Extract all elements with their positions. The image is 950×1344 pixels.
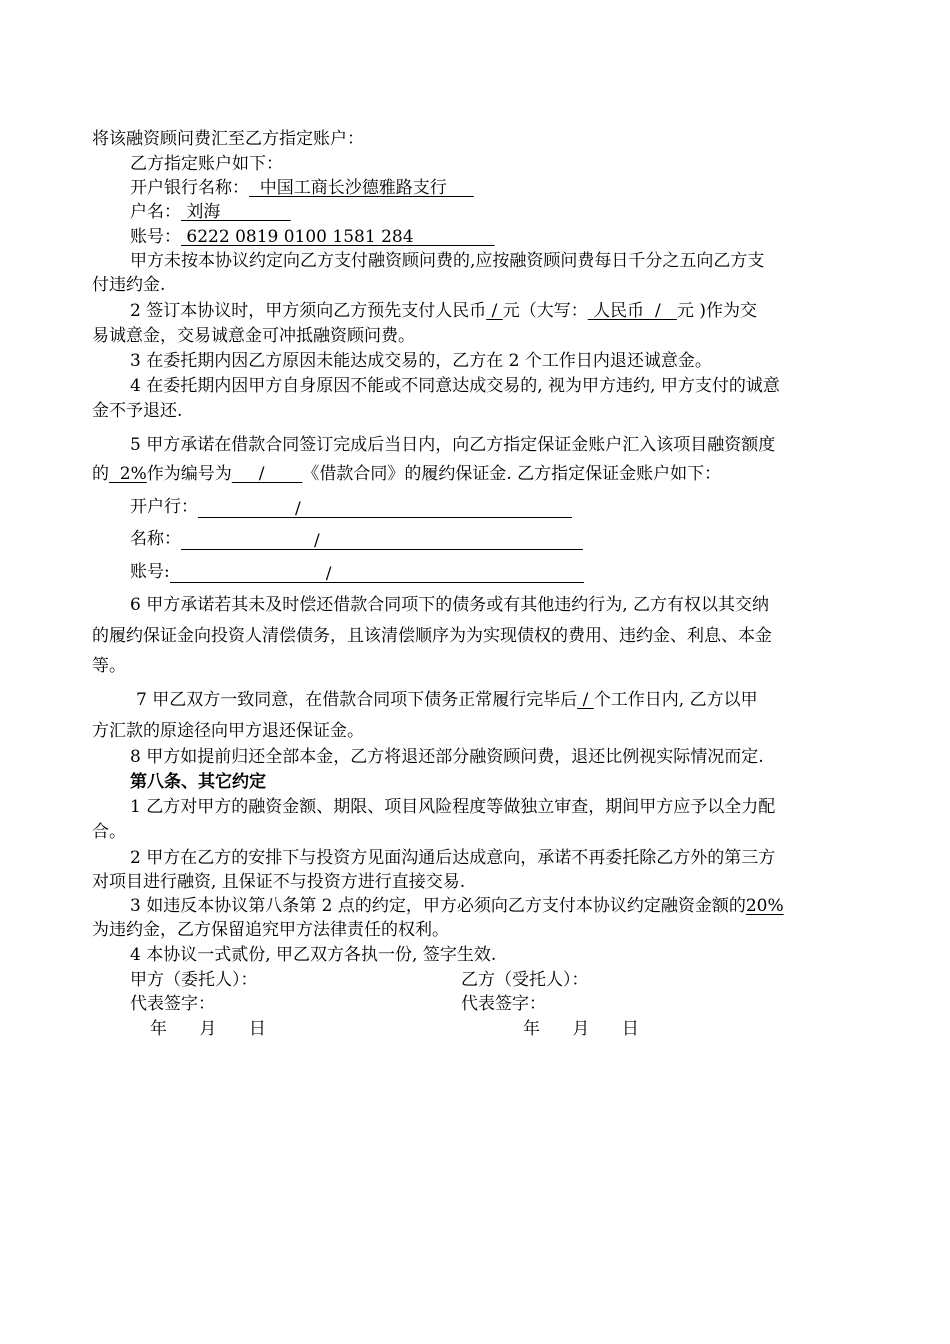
deposit-name-label: 名称： bbox=[130, 529, 181, 549]
text-line: 合。 bbox=[92, 822, 126, 842]
text-line: 方汇款的原途径向甲方退还保证金。 bbox=[92, 721, 364, 741]
account-holder-line bbox=[130, 201, 862, 223]
text-line: 8 甲方如提前归还全部本金，乙方将退还部分融资顾问费，退还比例视实际情况而定. bbox=[130, 747, 764, 767]
text-line: 乙方指定账户如下： bbox=[130, 154, 283, 174]
text-line: 金不予退还. bbox=[92, 401, 183, 421]
party-b-signature-label: 代表签字： bbox=[461, 994, 546, 1014]
deposit-bank-blank bbox=[198, 499, 572, 518]
account-number-line bbox=[130, 226, 862, 248]
text-span: 元（大写： bbox=[502, 301, 588, 321]
text-span: 的 bbox=[92, 464, 109, 484]
text-line: 4 本协议一式贰份, 甲乙双方各执一份, 签字生效. bbox=[130, 945, 497, 965]
text-line: 为违约金，乙方保留追究甲方法律责任的权利。 bbox=[92, 920, 449, 940]
party-a-date: 年 月 日 bbox=[150, 1019, 266, 1039]
text-line: 5 甲方承诺在借款合同签订完成后当日内，向乙方指定保证金账户汇入该项目融资额度 bbox=[130, 435, 776, 455]
text-line: 付违约金. bbox=[92, 275, 166, 295]
party-a-signature-label: 代表签字： bbox=[130, 994, 215, 1014]
repayment-clause-line bbox=[136, 689, 862, 711]
party-a-label: 甲方（委托人）： bbox=[130, 970, 258, 990]
deposit-bank-label: 开户行： bbox=[130, 497, 198, 517]
text-span: 2 签订本协议时，甲方须向乙方预先支付人民币 bbox=[130, 301, 487, 321]
deposit-name-line bbox=[130, 528, 862, 550]
text-line: 1 乙方对甲方的融资金额、期限、项目风险程度等做独立审查，期间甲方应予以全力配 bbox=[130, 797, 776, 817]
text-line: 2 甲方在乙方的安排下与投资方见面沟通后达成意向，承诺不再委托除乙方外的第三方 bbox=[130, 848, 776, 868]
slash-mark: / bbox=[295, 499, 301, 519]
account-holder-value: 刘海 bbox=[181, 202, 291, 222]
penalty-percentage: 20% bbox=[745, 896, 784, 916]
amount-blank: / bbox=[486, 301, 503, 321]
text-line: 3 在委托期内因乙方原因未能达成交易的，乙方在 2 个工作日内退还诚意金。 bbox=[130, 351, 712, 371]
section-heading: 第八条、其它约定 bbox=[130, 772, 266, 792]
text-span: 元 )作为交 bbox=[676, 301, 757, 321]
text-line: 4 在委托期内因甲方自身原因不能或不同意达成交易的, 视为甲方违约, 甲方支付的诚意 bbox=[130, 376, 780, 396]
slash-mark: / bbox=[325, 564, 332, 584]
guarantee-clause-line bbox=[92, 463, 862, 485]
text-span: 7 甲乙双方一致同意，在借款合同项下债务正常履行完毕后 bbox=[136, 690, 578, 710]
deposit-account-label: 账号: bbox=[130, 562, 170, 582]
party-b-label: 乙方（受托人）： bbox=[461, 970, 589, 990]
deposit-name-blank bbox=[181, 531, 583, 550]
text-line: 6 甲方承诺若其未及时偿还借款合同项下的债务或有其他违约行为, 乙方有权以其交纳 bbox=[130, 595, 770, 615]
account-number-value: 6222 0819 0100 1581 284 bbox=[181, 227, 495, 247]
text-line: 的履约保证金向投资人清偿债务，且该清偿顺序为为实现债权的费用、违约金、利息、本金 bbox=[92, 626, 772, 646]
penalty-clause-line bbox=[130, 895, 862, 917]
slash-mark: / bbox=[314, 531, 320, 551]
text-line: 易诚意金，交易诚意金可冲抵融资顾问费。 bbox=[92, 326, 415, 346]
bank-name-line bbox=[130, 177, 862, 199]
text-span: 3 如违反本协议第八条第 2 点的约定，甲方必须向乙方支付本协议约定融资金额的 bbox=[130, 896, 746, 916]
deposit-account-line bbox=[130, 561, 862, 583]
text-span: 个工作日内, 乙方以甲 bbox=[593, 690, 758, 710]
text-line: 等。 bbox=[92, 656, 126, 676]
bank-name-label: 开户银行名称： bbox=[130, 178, 249, 198]
deposit-clause-line bbox=[130, 300, 862, 322]
text-span: 作为编号为 bbox=[146, 464, 232, 484]
text-line: 对项目进行融资, 且保证不与投资方进行直接交易. bbox=[92, 872, 466, 892]
deposit-bank-line bbox=[130, 496, 862, 518]
account-number-label: 账号： bbox=[130, 227, 181, 247]
account-holder-label: 户名： bbox=[130, 202, 181, 222]
bank-name-value: 中国工商长沙德雅路支行 bbox=[249, 178, 474, 198]
percentage-value: 2% bbox=[109, 464, 147, 484]
text-span: 《借款合同》的履约保证金. 乙方指定保证金账户如下： bbox=[302, 464, 722, 484]
days-blank: / bbox=[577, 690, 594, 710]
amount-words-blank: 人民币 / bbox=[587, 301, 677, 321]
party-b-date: 年 月 日 bbox=[523, 1019, 639, 1039]
text-line: 将该融资顾问费汇至乙方指定账户： bbox=[92, 129, 364, 149]
text-line: 甲方未按本协议约定向乙方支付融资顾问费的,应按融资顾问费每日千分之五向乙方支 bbox=[130, 251, 765, 271]
deposit-account-blank bbox=[170, 564, 584, 583]
contract-number-blank: / bbox=[231, 464, 303, 484]
